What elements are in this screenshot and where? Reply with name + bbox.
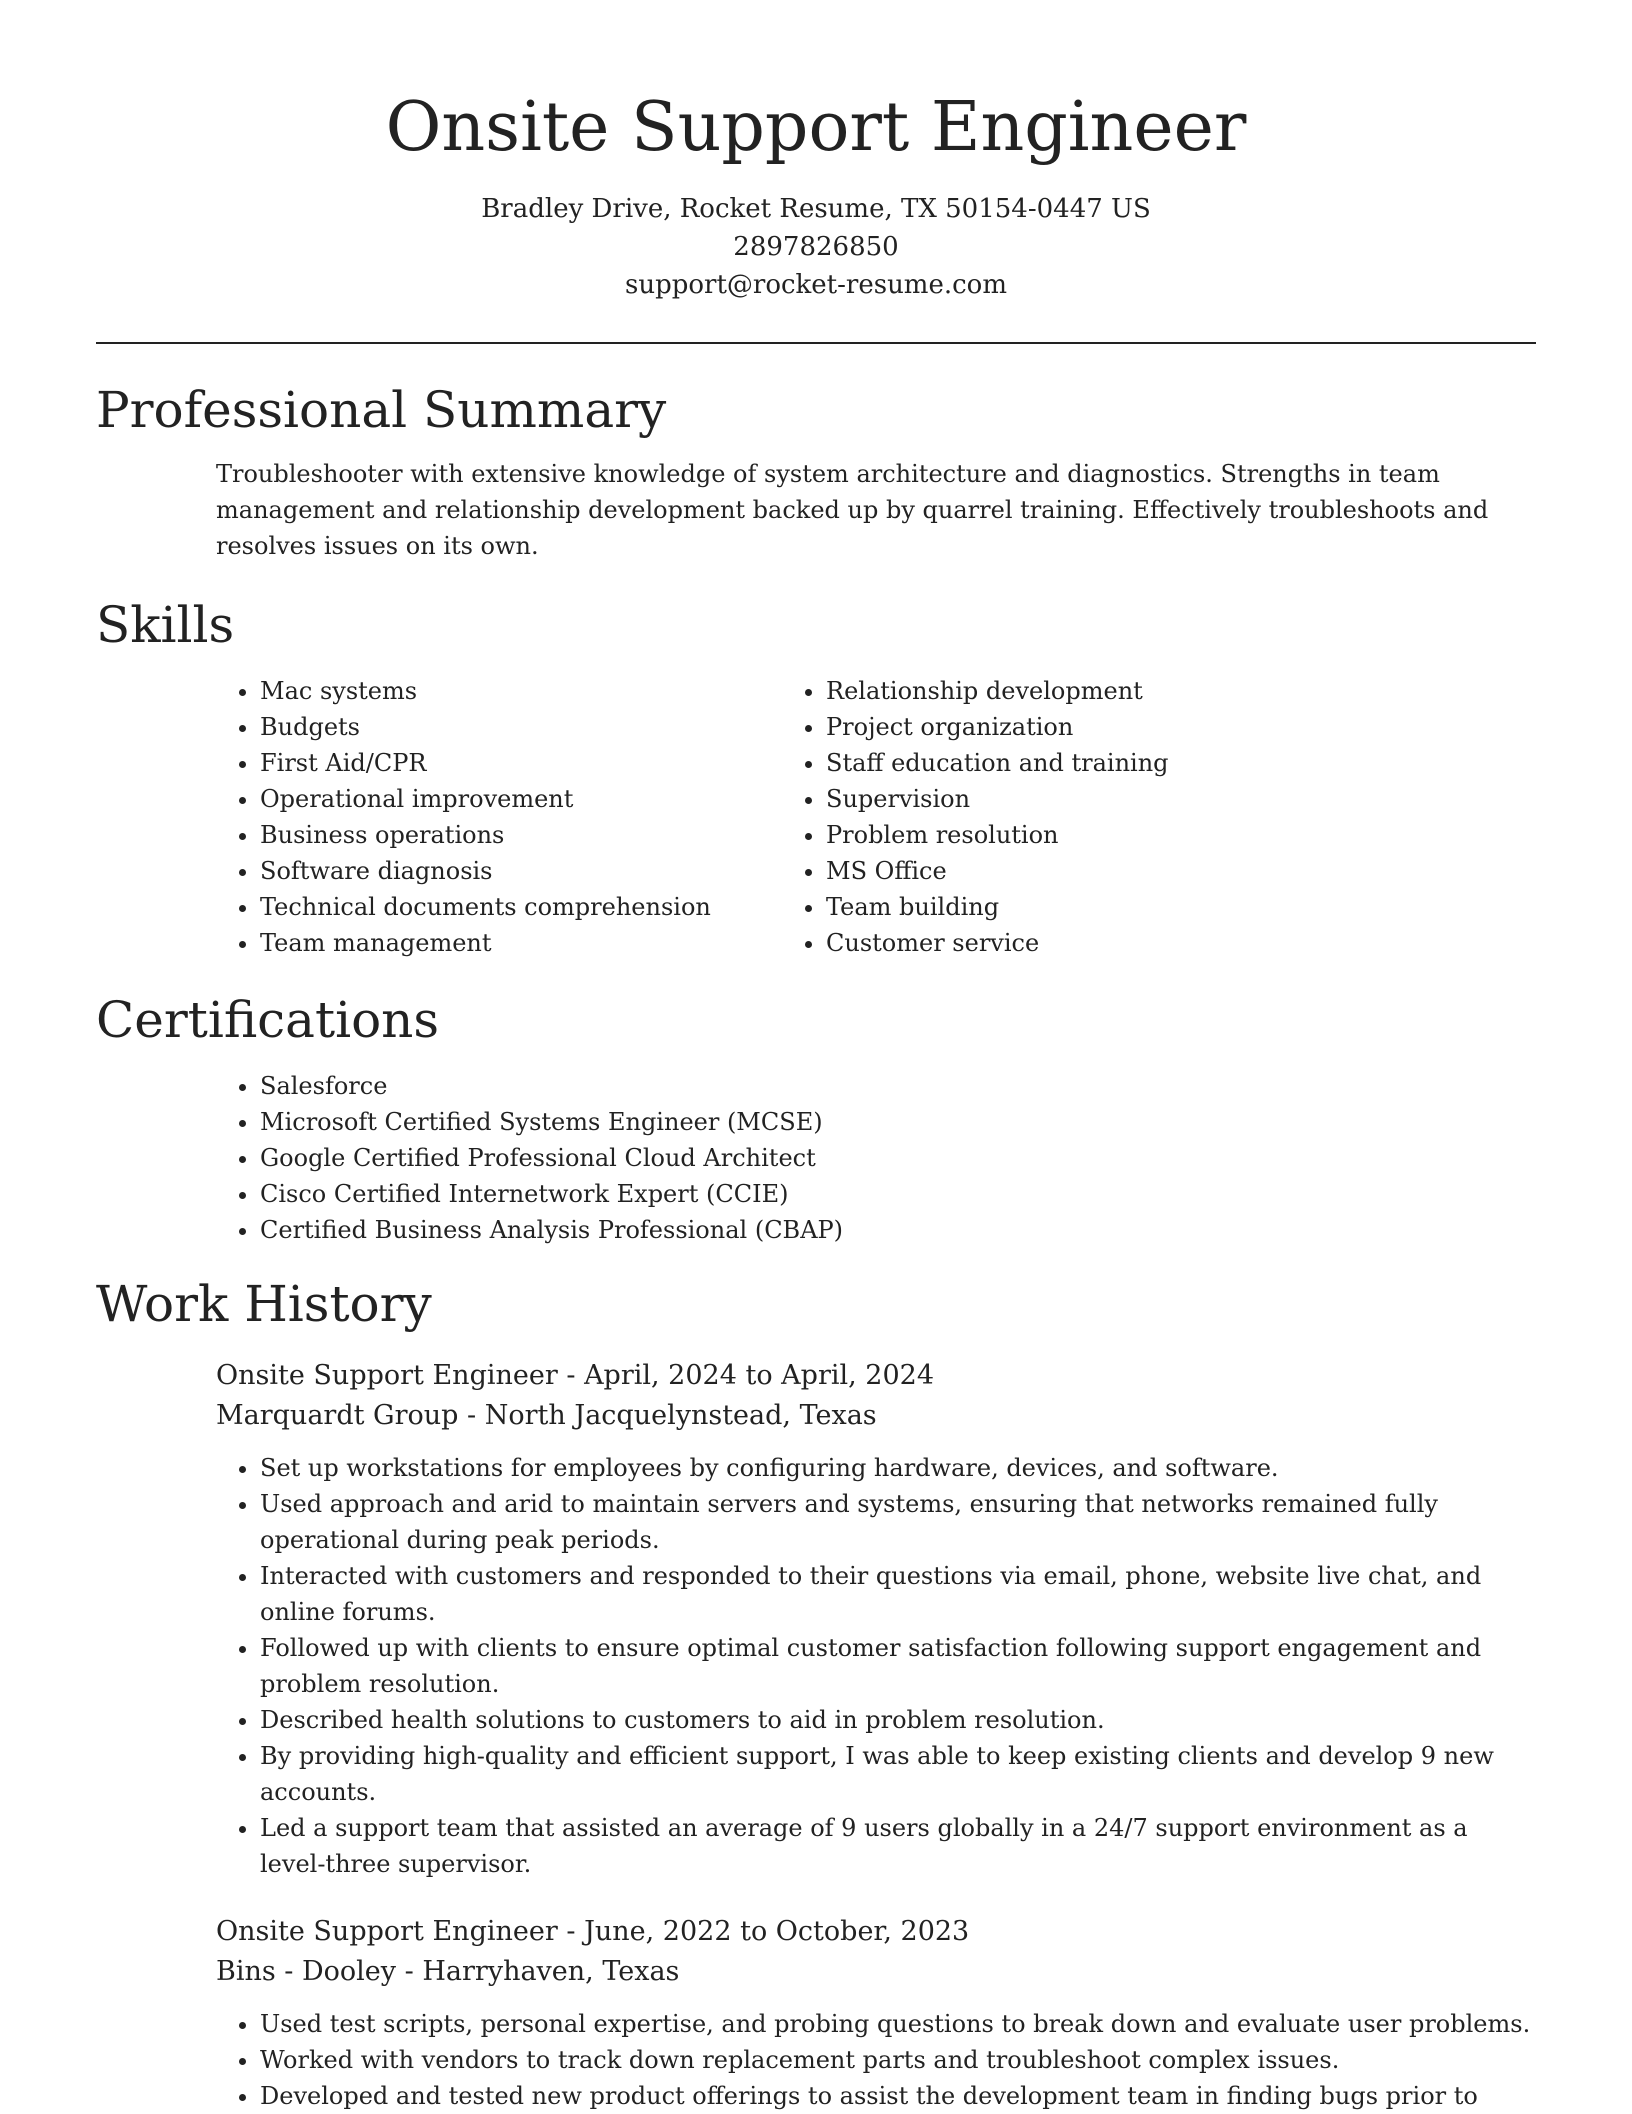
- job-bullet: • Developed and tested new product offerings to assist the development team in finding bugs prior to: [260, 2078, 1536, 2114]
- skill-item: • Operational improvement: [260, 781, 910, 817]
- skill-item: • Staff education and training: [826, 745, 1420, 781]
- certifications-list: [96, 1068, 1536, 1248]
- job-company-line: Bins - Dooley - Harryhaven, Texas: [216, 1956, 680, 1987]
- job-bullet: • Used approach and arid to maintain servers and systems, ensuring that networks remained fully operational during peak periods.: [260, 1486, 1536, 1558]
- header-divider: [96, 342, 1536, 344]
- skills-list-right: [770, 673, 1420, 961]
- summary-section: [96, 380, 1536, 564]
- job-title-line: Onsite Support Engineer - June, 2022 to October, 2023: [216, 1916, 970, 1947]
- work-history-section: [96, 1274, 1536, 2114]
- skill-item: • Customer service: [826, 925, 1420, 961]
- certification-item: • Cisco Certified Internetwork Expert (CCIE): [260, 1176, 1536, 1212]
- skill-item: • Relationship development: [826, 673, 1420, 709]
- skill-item: • Project organization: [826, 709, 1420, 745]
- skill-item: • Software diagnosis: [260, 853, 910, 889]
- job-title: Onsite Support Engineer: [216, 1916, 558, 1947]
- skill-item: • Mac systems: [260, 673, 910, 709]
- job-bullet: • Used test scripts, personal expertise, and probing questions to break down and evaluate user problems.: [260, 2006, 1536, 2042]
- skills-columns: [96, 673, 1536, 961]
- skill-item: • MS Office: [826, 853, 1420, 889]
- summary-heading: Professional Summary: [96, 381, 667, 439]
- job-bullets: [216, 1450, 1536, 1882]
- skill-item: • First Aid/CPR: [260, 745, 910, 781]
- certification-item: • Microsoft Certified Systems Engineer (MCSE): [260, 1104, 1536, 1140]
- job-bullet: • Led a support team that assisted an average of 9 users globally in a 24/7 support environment as a level-three supervisor.: [260, 1810, 1536, 1882]
- job-bullet: • Followed up with clients to ensure optimal customer satisfaction following support engagement and problem resolution.: [260, 1630, 1536, 1702]
- job-entry: [216, 1912, 1536, 2114]
- job-bullet: • By providing high-quality and efficient support, I was able to keep existing clients and develop 9 new accounts.: [260, 1738, 1536, 1810]
- resume-header: [0, 0, 1632, 304]
- certifications-heading: Certifications: [96, 991, 440, 1049]
- certification-item: • Certified Business Analysis Professional (CBAP): [260, 1212, 1536, 1248]
- job-title-line: Onsite Support Engineer - April, 2024 to April, 2024: [216, 1360, 935, 1391]
- skill-item: • Technical documents comprehension: [260, 889, 910, 925]
- job-company-line: Marquardt Group - North Jacquelynstead, Texas: [216, 1400, 877, 1431]
- skill-item: • Business operations: [260, 817, 910, 853]
- skill-item: • Supervision: [826, 781, 1420, 817]
- company-location: North Jacquelynstead, Texas: [484, 1400, 877, 1431]
- work-history-heading: Work History: [96, 1275, 432, 1333]
- company-name: Marquardt Group: [216, 1400, 459, 1431]
- address: Bradley Drive, Rocket Resume, TX 50154-0447 US: [481, 194, 1151, 224]
- certification-item: • Google Certified Professional Cloud Architect: [260, 1140, 1536, 1176]
- job-dates: April, 2024 to April, 2024: [584, 1360, 935, 1391]
- skill-item: • Problem resolution: [826, 817, 1420, 853]
- email: support@rocket-resume.com: [624, 270, 1007, 300]
- company-name: Bins - Dooley: [216, 1956, 397, 1987]
- certification-item: • Salesforce: [260, 1068, 1536, 1104]
- job-bullet: • Interacted with customers and responded to their questions via email, phone, website live chat, and online forums.: [260, 1558, 1536, 1630]
- skill-item: • Team management: [260, 925, 910, 961]
- job-bullet: • Set up workstations for employees by configuring hardware, devices, and software.: [260, 1450, 1536, 1486]
- skills-heading: Skills: [96, 596, 235, 654]
- resume-name: Onsite Support Engineer: [385, 88, 1247, 167]
- job-bullets: [216, 2006, 1536, 2114]
- job-bullet: • Described health solutions to customers to aid in problem resolution.: [260, 1702, 1536, 1738]
- company-location: Harryhaven, Texas: [422, 1956, 680, 1987]
- contact-info: [0, 190, 1632, 304]
- skill-item: • Budgets: [260, 709, 910, 745]
- job-dates: June, 2022 to October, 2023: [584, 1916, 970, 1947]
- summary-text: Troubleshooter with extensive knowledge of system architecture and diagnostics. Strengths in team management and relationship development backed up by quarrel training. Effectively troubleshoots and resolves issues on its own.: [216, 460, 1489, 560]
- certifications-section: [96, 990, 1536, 1248]
- phone: 2897826850: [733, 232, 899, 262]
- job-title: Onsite Support Engineer: [216, 1360, 558, 1391]
- job-bullet: • Worked with vendors to track down replacement parts and troubleshoot complex issues.: [260, 2042, 1536, 2078]
- skill-item: • Team building: [826, 889, 1420, 925]
- skills-section: [96, 595, 1536, 961]
- job-entry: [216, 1356, 1536, 1882]
